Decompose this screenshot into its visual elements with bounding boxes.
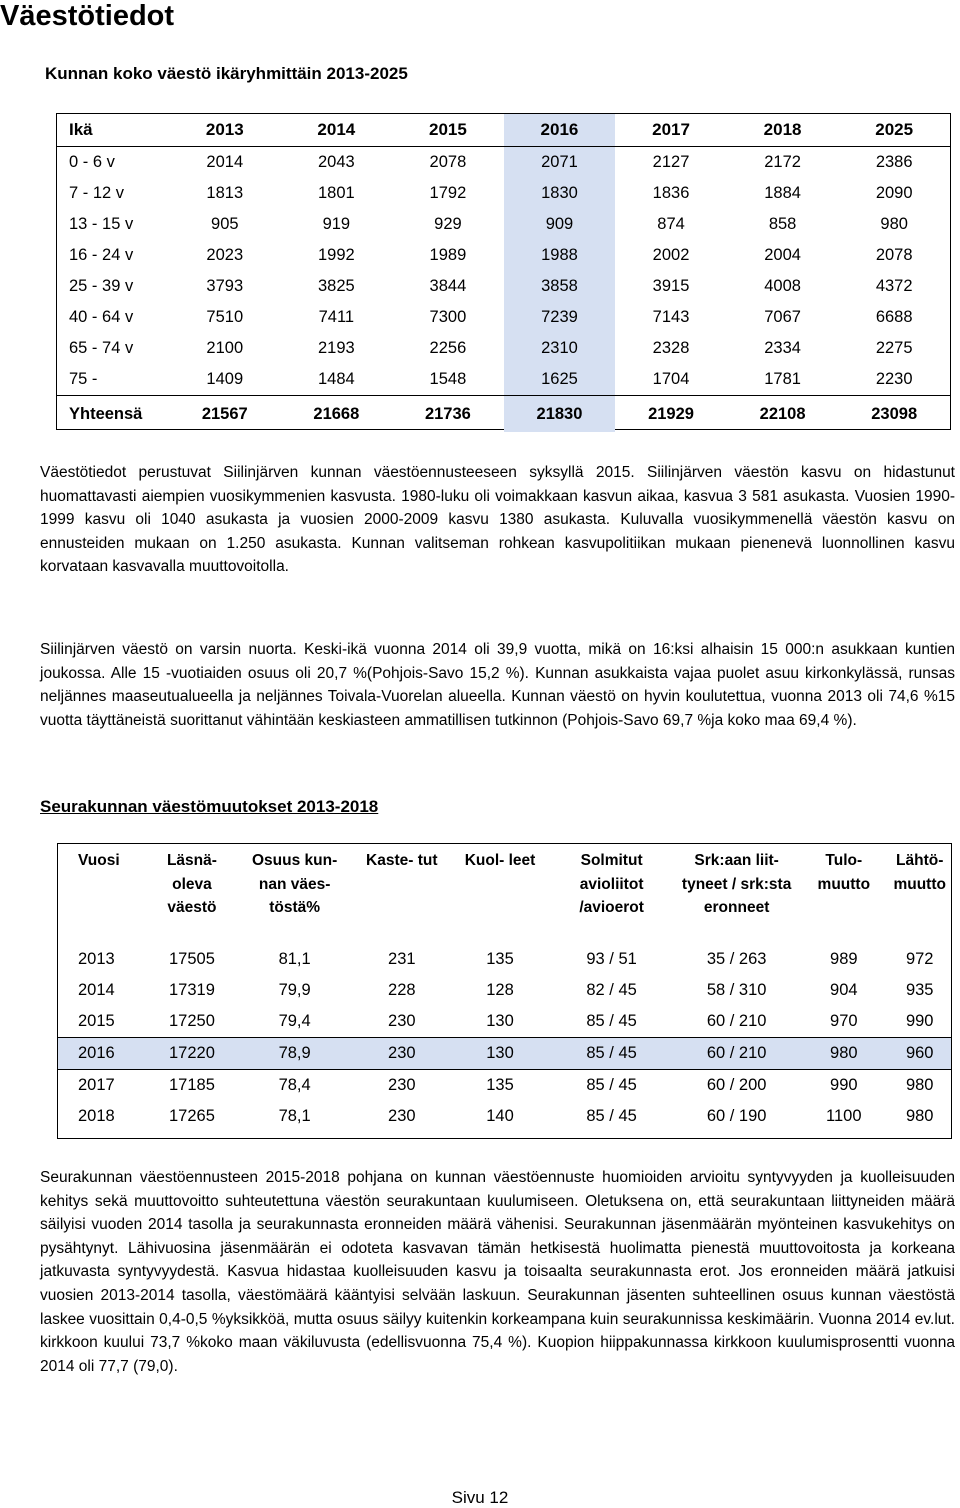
- table-cell: 230: [353, 1038, 451, 1070]
- table-cell: 130: [486, 1012, 514, 1030]
- table-cell: 1625: [504, 364, 616, 396]
- table-cell: 230: [388, 1012, 416, 1030]
- table-row: [57, 209, 950, 240]
- table-cell: 2004: [764, 246, 801, 264]
- table-cell: 85 / 45: [549, 1038, 674, 1070]
- table-row: [58, 1006, 951, 1038]
- table-cell: 2127: [652, 153, 690, 171]
- table-cell: 2100: [206, 339, 244, 357]
- table-cell: 990: [830, 1076, 858, 1094]
- table-row: [57, 302, 950, 333]
- table-cell: 980: [905, 1076, 934, 1094]
- table-cell: 6688: [875, 308, 913, 326]
- table-cell: 2078: [875, 246, 913, 264]
- table-row: [57, 240, 950, 271]
- table-cell: 40 - 64 v: [69, 308, 134, 326]
- table-cell: 65 - 74 v: [69, 339, 134, 357]
- table-cell: 1484: [317, 370, 355, 388]
- column-header: Kaste- tut: [366, 852, 438, 869]
- total-cell: 21830: [504, 396, 616, 433]
- table-cell: 980: [905, 1107, 934, 1125]
- total-cell: 21929: [615, 396, 727, 433]
- table-cell: 904: [830, 981, 858, 999]
- table-cell: 16 - 24 v: [69, 246, 134, 264]
- table-cell: 7143: [652, 308, 690, 326]
- page-number: Sivu 12: [451, 1488, 509, 1507]
- table-total-row: [57, 396, 950, 433]
- table-row: [58, 1070, 951, 1102]
- page-title: Väestötiedot: [0, 0, 175, 32]
- parish-change-table: [57, 843, 952, 1139]
- table-cell: 79,9: [278, 981, 311, 999]
- column-header: Ikä: [57, 114, 169, 147]
- table-cell: 7510: [206, 308, 244, 326]
- table-cell: 1836: [652, 184, 690, 202]
- table-cell: 2014: [78, 981, 115, 999]
- total-cell: 23098: [838, 396, 950, 433]
- table-cell: 1988: [504, 240, 616, 271]
- table-cell: 2193: [317, 339, 355, 357]
- column-header: Solmitut avioliitot /avioerot: [579, 852, 644, 916]
- section-title-parish: Seurakunnan väestömuutokset 2013-2018: [40, 797, 379, 816]
- column-header: Srk:aan liit- tyneet / srk:sta eronneet: [681, 852, 792, 916]
- table-cell: 228: [388, 981, 416, 999]
- column-header: Vuosi: [78, 852, 120, 869]
- table-cell: 85 / 45: [586, 1107, 637, 1125]
- table-cell: 2230: [875, 370, 913, 388]
- table-cell: 58 / 310: [706, 981, 767, 999]
- table-cell: 13 - 15 v: [69, 215, 134, 233]
- table-cell: 3915: [652, 277, 690, 295]
- table-cell: 79,4: [278, 1012, 311, 1030]
- table-cell: 93 / 51: [586, 950, 637, 968]
- table-cell: 2310: [504, 333, 616, 364]
- column-header: Osuus kun- nan väes- töstä%: [252, 852, 338, 916]
- table-cell: 75 -: [69, 370, 98, 388]
- table-cell: 60 / 200: [706, 1076, 767, 1094]
- table-cell: 2090: [875, 184, 913, 202]
- table-cell: 128: [486, 981, 514, 999]
- table-cell: 2172: [764, 153, 801, 171]
- table-cell: 1548: [429, 370, 467, 388]
- table-cell: 2002: [652, 246, 690, 264]
- table-cell: 1989: [429, 246, 467, 264]
- table-cell: 25 - 39 v: [69, 277, 134, 295]
- table-cell: 82 / 45: [586, 981, 637, 999]
- age-group-table: [56, 113, 951, 430]
- total-cell: 21736: [392, 396, 504, 433]
- table-cell: 17265: [169, 1107, 215, 1125]
- table-cell: 2275: [875, 339, 913, 357]
- total-cell: 22108: [727, 396, 839, 433]
- table-cell: 78,4: [278, 1076, 311, 1094]
- table-row: [58, 1101, 951, 1132]
- table-cell: 17505: [169, 950, 215, 968]
- table-cell: 2018: [78, 1107, 115, 1125]
- table-cell: 2078: [429, 153, 467, 171]
- parish-paragraph: Seurakunnan väestöennusteen 2015-2018 pohjana on kunnan väestöennuste huomioiden arvioitu syntyvyyden ja kuolleisuuden kehitys sekä muuttovoitto suhteutettuna väestön seurakuntaan kuulumiseen. Oletuksena on, että seurakuntaan liittyneiden määrä säilyisi vuoden 2014 tasolla ja seurakunnasta eronneiden määrä vähenisi. Seurakunnan jäsenmäärän myönteinen kasvukehitys on pysähtynyt. Lähivuosina jäsenmäärän ei odoteta kasvavan tämän hetkisestä huolimatta pienestä muuttovoitosta ja korkeana jatkuvasta syntyvyydestä. Kasvua hidastaa kuolleisuuden kasvu ja toisaalta seurakunnasta erot. Jos eronneiden määrä jatkuisi vuosien 2013-2014 tasolla, väestömäärä kääntyisi selvään laskuun. Seurakunnan jäsenten suhteellinen osuus kunnan väestöstä laskee vuosittain 0,4-0,5 %yksikköä, mutta osuus säilyy kuitenkin korkeampana kuin seurakunnissa keskimäärin. Vuonna 2014 ev.lut. kirkkoon kuului 73,7 %koko maan väkiluvusta (edellisvuonna 75,4 %). Kuopion hiippakunnassa kirkkoon kuulumisprosentti vuonna 2014 oli 77,7 (79,0).: [40, 1169, 955, 1375]
- table-cell: 2043: [317, 153, 355, 171]
- table-cell: 1813: [206, 184, 244, 202]
- table-row: [58, 944, 951, 975]
- column-header: 2013: [169, 114, 281, 147]
- table-cell: 905: [211, 215, 239, 233]
- table-cell: 2071: [504, 147, 616, 179]
- table-cell: 231: [388, 950, 416, 968]
- table-cell: 960: [888, 1038, 951, 1070]
- table-cell: 3858: [504, 271, 616, 302]
- table-cell: 2386: [875, 153, 913, 171]
- table-cell: 60 / 190: [706, 1107, 767, 1125]
- table-cell: 7300: [429, 308, 467, 326]
- table-cell: 929: [434, 215, 462, 233]
- table-cell: 935: [905, 981, 934, 999]
- table-cell: 78,9: [237, 1038, 353, 1070]
- table-cell: 1781: [764, 370, 801, 388]
- table-row: [57, 178, 950, 209]
- table-cell: 4008: [764, 277, 801, 295]
- table-cell: 135: [486, 1076, 514, 1094]
- table-cell: 60 / 210: [674, 1038, 799, 1070]
- table-cell: 17250: [169, 1012, 215, 1030]
- table-cell: 2015: [78, 1012, 115, 1030]
- table-row: [58, 975, 951, 1006]
- table-cell: 2014: [206, 153, 244, 171]
- table-cell: 1992: [317, 246, 355, 264]
- table-cell: 980: [880, 215, 908, 233]
- table-cell: 85 / 45: [586, 1076, 637, 1094]
- table-cell: 1704: [652, 370, 690, 388]
- table-cell: 3844: [429, 277, 467, 295]
- table-cell: 35 / 263: [706, 950, 767, 968]
- table-cell: 1409: [206, 370, 244, 388]
- table-cell: 989: [830, 950, 858, 968]
- table-cell: 3825: [317, 277, 355, 295]
- table-cell: 2023: [206, 246, 244, 264]
- table-cell: 1830: [504, 178, 616, 209]
- table-cell: 2013: [78, 950, 115, 968]
- table-cell: 909: [504, 209, 616, 240]
- table-cell: 2328: [652, 339, 690, 357]
- table-row: [57, 333, 950, 364]
- table-cell: 2016: [58, 1038, 147, 1070]
- table-cell: 7067: [764, 308, 801, 326]
- column-header: 2018: [727, 114, 839, 147]
- column-header: Kuol- leet: [464, 852, 536, 869]
- total-cell: 21567: [169, 396, 281, 433]
- table-cell: 140: [486, 1107, 514, 1125]
- table-cell: 17185: [169, 1076, 215, 1094]
- demographics-paragraph: Siilinjärven väestö on varsin nuorta. Keski-ikä vuonna 2014 oli 39,9 vuotta, mikä on 16:ksi alhaisin 15 000:n asukkaan kuntien joukossa. Alle 15 -vuotiaiden osuus oli 20,7 %(Pohjois-Savo 15,2 %). Kunnan asukkaista vajaa puolet asuu kirkonkylässä, runsas neljännes maaseutualueella ja neljännes Toivala-Vuorelan alueella. Kunnan väestö on hyvin koulutettua, vuonna 2013 oli 74,6 %15 vuotta täyttäneistä suorittanut vähintään keskiasteen ammatillisen tutkinnon (Pohjois-Savo 69,7 %ja koko maa 69,4 %).: [40, 641, 955, 729]
- column-header: 2016: [504, 114, 616, 147]
- table-cell: 230: [388, 1076, 416, 1094]
- table-cell: 7 - 12 v: [69, 184, 125, 202]
- table-cell: 230: [388, 1107, 416, 1125]
- table-cell: 2017: [78, 1076, 115, 1094]
- table-header-row: [58, 844, 951, 944]
- table-cell: 990: [905, 1012, 934, 1030]
- table-cell: 60 / 210: [706, 1012, 767, 1030]
- column-header: 2025: [838, 114, 950, 147]
- table-cell: 0 - 6 v: [69, 153, 115, 171]
- table-cell: 7411: [318, 308, 355, 326]
- table-cell: 17319: [169, 981, 215, 999]
- table-cell: 4372: [875, 277, 913, 295]
- table-cell: 2256: [429, 339, 467, 357]
- table-row: [57, 147, 950, 179]
- table-cell: 81,1: [278, 950, 311, 968]
- table-cell: 135: [486, 950, 514, 968]
- column-header: Lähtö- muutto: [893, 852, 946, 893]
- column-header: Tulo- muutto: [817, 852, 871, 893]
- column-header: Läsnä- oleva väestö: [166, 852, 217, 916]
- table-cell: 1884: [764, 184, 801, 202]
- table-cell: 130: [451, 1038, 549, 1070]
- total-cell: Yhteensä: [57, 396, 169, 433]
- column-header: 2015: [392, 114, 504, 147]
- table-row: [58, 1038, 951, 1070]
- table-cell: 972: [905, 950, 934, 968]
- table-cell: 3793: [206, 277, 244, 295]
- column-header: 2014: [281, 114, 393, 147]
- column-header: 2017: [615, 114, 727, 147]
- section-title-age-groups: Kunnan koko väestö ikäryhmittäin 2013-2025: [45, 64, 408, 83]
- table-cell: 980: [799, 1038, 888, 1070]
- population-paragraph: Väestötiedot perustuvat Siilinjärven kunnan väestöennusteeseen syksyllä 2015. Siilinjärven väestön kasvu on hidastunut huomattavasti aiempien vuosikymmenien kasvusta. 1980-luku oli voimakkaan kasvun aikaa, kasvua 3 581 asukasta. Vuosien 1990-1999 kasvu oli 1040 asukasta ja vuosien 2000-2009 kasvu 1380 asukasta. Kuluvalla vuosikymmenellä väestön kasvu on ennusteiden mukaan on 1.250 asukasta. Kunnan valitseman rohkean kasvupolitiikan mukaan pienenevä luonnollinen kasvu korvataan kasvavalla muuttovoitolla.: [40, 464, 955, 576]
- table-cell: 2334: [764, 339, 801, 357]
- table-cell: 1801: [317, 184, 355, 202]
- table-cell: 1100: [826, 1107, 862, 1125]
- table-row: [57, 271, 950, 302]
- table-cell: 17220: [147, 1038, 236, 1070]
- table-header-row: [57, 114, 950, 147]
- table-cell: 78,1: [278, 1107, 311, 1125]
- table-cell: 858: [768, 215, 797, 233]
- total-cell: 21668: [281, 396, 393, 433]
- table-cell: 874: [657, 215, 685, 233]
- table-cell: 970: [830, 1012, 858, 1030]
- table-cell: 7239: [504, 302, 616, 333]
- table-cell: 1792: [429, 184, 467, 202]
- table-cell: 919: [322, 215, 351, 233]
- table-row: [57, 364, 950, 396]
- table-cell: 85 / 45: [586, 1012, 637, 1030]
